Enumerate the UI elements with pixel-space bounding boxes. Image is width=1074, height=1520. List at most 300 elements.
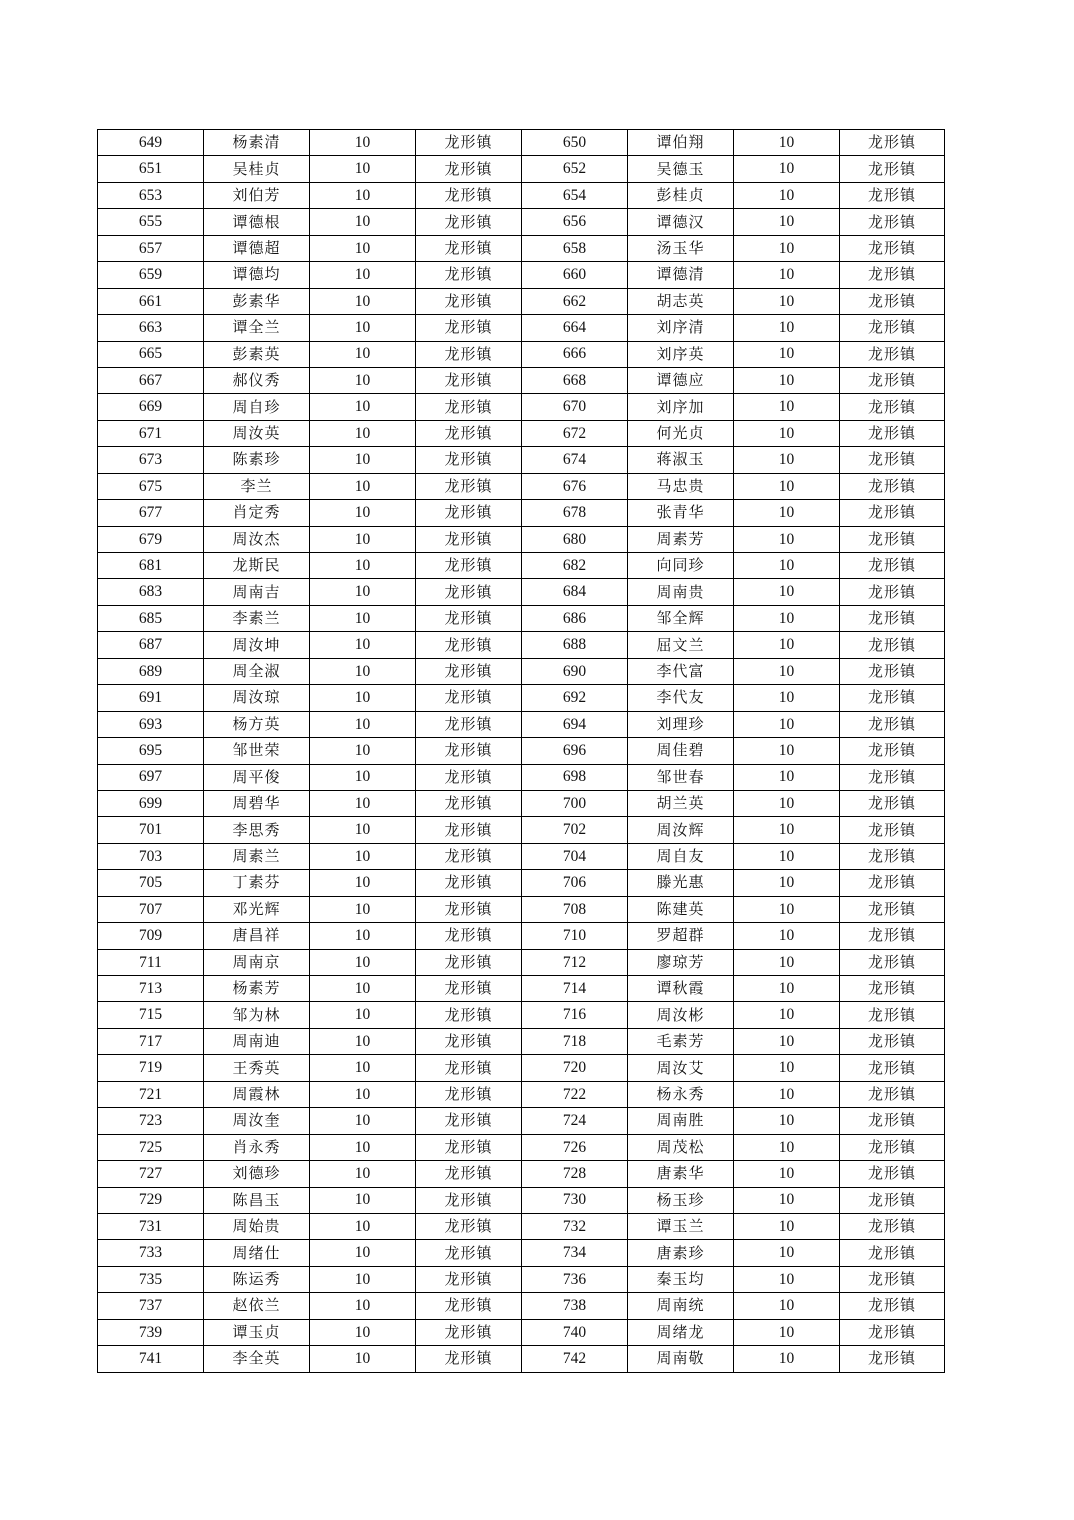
- left-amount-cell: 10: [310, 526, 416, 552]
- left-seq-number-cell: 697: [98, 764, 204, 790]
- left-town-cell: 龙形镇: [416, 209, 522, 235]
- right-person-name-cell: 谭德清: [628, 262, 734, 288]
- left-amount-cell: 10: [310, 843, 416, 869]
- left-town-cell: 龙形镇: [416, 235, 522, 261]
- right-amount-cell: 10: [734, 1161, 840, 1187]
- left-person-name-cell: 周汝奎: [204, 1108, 310, 1134]
- right-town-cell: 龙形镇: [840, 790, 945, 816]
- left-seq-number-cell: 683: [98, 579, 204, 605]
- right-person-name-cell: 周佳碧: [628, 738, 734, 764]
- right-amount-cell: 10: [734, 632, 840, 658]
- left-person-name-cell: 周汝英: [204, 420, 310, 446]
- right-seq-number-cell: 716: [522, 1002, 628, 1028]
- right-seq-number-cell: 688: [522, 632, 628, 658]
- left-amount-cell: 10: [310, 1187, 416, 1213]
- left-person-name-cell: 刘德珍: [204, 1161, 310, 1187]
- left-amount-cell: 10: [310, 130, 416, 156]
- left-person-name-cell: 唐昌祥: [204, 923, 310, 949]
- right-town-cell: 龙形镇: [840, 738, 945, 764]
- right-amount-cell: 10: [734, 790, 840, 816]
- right-amount-cell: 10: [734, 923, 840, 949]
- left-amount-cell: 10: [310, 685, 416, 711]
- table-row: [98, 1319, 945, 1345]
- left-person-name-cell: 谭德超: [204, 235, 310, 261]
- left-seq-number-cell: 663: [98, 315, 204, 341]
- table-row: [98, 1293, 945, 1319]
- right-town-cell: 龙形镇: [840, 711, 945, 737]
- right-person-name-cell: 周自友: [628, 843, 734, 869]
- right-town-cell: 龙形镇: [840, 817, 945, 843]
- right-person-name-cell: 谭玉兰: [628, 1213, 734, 1239]
- left-person-name-cell: 周霞林: [204, 1081, 310, 1107]
- left-seq-number-cell: 713: [98, 976, 204, 1002]
- right-seq-number-cell: 708: [522, 896, 628, 922]
- right-person-name-cell: 周南敬: [628, 1346, 734, 1372]
- right-seq-number-cell: 672: [522, 420, 628, 446]
- left-town-cell: 龙形镇: [416, 764, 522, 790]
- left-town-cell: 龙形镇: [416, 1266, 522, 1292]
- left-town-cell: 龙形镇: [416, 262, 522, 288]
- left-amount-cell: 10: [310, 473, 416, 499]
- left-town-cell: 龙形镇: [416, 500, 522, 526]
- left-seq-number-cell: 695: [98, 738, 204, 764]
- right-town-cell: 龙形镇: [840, 949, 945, 975]
- right-amount-cell: 10: [734, 817, 840, 843]
- right-person-name-cell: 谭伯翔: [628, 130, 734, 156]
- right-seq-number-cell: 726: [522, 1134, 628, 1160]
- left-seq-number-cell: 669: [98, 394, 204, 420]
- left-amount-cell: 10: [310, 605, 416, 631]
- table-row: [98, 341, 945, 367]
- table-row: [98, 1161, 945, 1187]
- left-seq-number-cell: 739: [98, 1319, 204, 1345]
- table-row: [98, 923, 945, 949]
- right-seq-number-cell: 664: [522, 315, 628, 341]
- left-town-cell: 龙形镇: [416, 949, 522, 975]
- right-amount-cell: 10: [734, 367, 840, 393]
- left-seq-number-cell: 651: [98, 156, 204, 182]
- right-amount-cell: 10: [734, 896, 840, 922]
- table-row: [98, 1213, 945, 1239]
- right-town-cell: 龙形镇: [840, 235, 945, 261]
- left-seq-number-cell: 657: [98, 235, 204, 261]
- left-town-cell: 龙形镇: [416, 605, 522, 631]
- right-town-cell: 龙形镇: [840, 1266, 945, 1292]
- right-town-cell: 龙形镇: [840, 1028, 945, 1054]
- right-person-name-cell: 周汝辉: [628, 817, 734, 843]
- left-town-cell: 龙形镇: [416, 1028, 522, 1054]
- right-amount-cell: 10: [734, 473, 840, 499]
- left-amount-cell: 10: [310, 923, 416, 949]
- right-amount-cell: 10: [734, 843, 840, 869]
- right-town-cell: 龙形镇: [840, 156, 945, 182]
- left-seq-number-cell: 699: [98, 790, 204, 816]
- left-amount-cell: 10: [310, 1319, 416, 1345]
- right-amount-cell: 10: [734, 1213, 840, 1239]
- left-person-name-cell: 彭素英: [204, 341, 310, 367]
- right-town-cell: 龙形镇: [840, 209, 945, 235]
- left-person-name-cell: 丁素芬: [204, 870, 310, 896]
- right-amount-cell: 10: [734, 949, 840, 975]
- left-person-name-cell: 赵依兰: [204, 1293, 310, 1319]
- right-amount-cell: 10: [734, 658, 840, 684]
- right-person-name-cell: 向同珍: [628, 553, 734, 579]
- right-amount-cell: 10: [734, 130, 840, 156]
- left-town-cell: 龙形镇: [416, 182, 522, 208]
- left-person-name-cell: 李兰: [204, 473, 310, 499]
- right-town-cell: 龙形镇: [840, 1213, 945, 1239]
- right-seq-number-cell: 690: [522, 658, 628, 684]
- left-town-cell: 龙形镇: [416, 1293, 522, 1319]
- left-person-name-cell: 周南吉: [204, 579, 310, 605]
- right-person-name-cell: 周汝彬: [628, 1002, 734, 1028]
- right-person-name-cell: 屈文兰: [628, 632, 734, 658]
- table-row: [98, 1002, 945, 1028]
- left-seq-number-cell: 693: [98, 711, 204, 737]
- left-amount-cell: 10: [310, 1293, 416, 1319]
- right-town-cell: 龙形镇: [840, 500, 945, 526]
- left-person-name-cell: 周平俊: [204, 764, 310, 790]
- right-person-name-cell: 刘序英: [628, 341, 734, 367]
- left-amount-cell: 10: [310, 1081, 416, 1107]
- left-town-cell: 龙形镇: [416, 447, 522, 473]
- right-town-cell: 龙形镇: [840, 288, 945, 314]
- left-amount-cell: 10: [310, 817, 416, 843]
- left-amount-cell: 10: [310, 1266, 416, 1292]
- table-row: [98, 843, 945, 869]
- left-town-cell: 龙形镇: [416, 367, 522, 393]
- right-seq-number-cell: 656: [522, 209, 628, 235]
- right-amount-cell: 10: [734, 1187, 840, 1213]
- right-seq-number-cell: 730: [522, 1187, 628, 1213]
- right-seq-number-cell: 728: [522, 1161, 628, 1187]
- left-seq-number-cell: 687: [98, 632, 204, 658]
- left-person-name-cell: 李素兰: [204, 605, 310, 631]
- left-town-cell: 龙形镇: [416, 473, 522, 499]
- right-town-cell: 龙形镇: [840, 1293, 945, 1319]
- right-amount-cell: 10: [734, 1346, 840, 1372]
- left-town-cell: 龙形镇: [416, 817, 522, 843]
- left-amount-cell: 10: [310, 658, 416, 684]
- right-amount-cell: 10: [734, 526, 840, 552]
- right-town-cell: 龙形镇: [840, 420, 945, 446]
- left-person-name-cell: 周汝坤: [204, 632, 310, 658]
- left-amount-cell: 10: [310, 1108, 416, 1134]
- table-row: [98, 1081, 945, 1107]
- right-amount-cell: 10: [734, 420, 840, 446]
- left-amount-cell: 10: [310, 870, 416, 896]
- right-town-cell: 龙形镇: [840, 1002, 945, 1028]
- left-person-name-cell: 谭德均: [204, 262, 310, 288]
- table-row: [98, 790, 945, 816]
- right-town-cell: 龙形镇: [840, 130, 945, 156]
- right-seq-number-cell: 660: [522, 262, 628, 288]
- left-person-name-cell: 周南迪: [204, 1028, 310, 1054]
- right-person-name-cell: 秦玉均: [628, 1266, 734, 1292]
- roster-body: [98, 130, 945, 1373]
- right-person-name-cell: 刘序加: [628, 394, 734, 420]
- right-amount-cell: 10: [734, 1028, 840, 1054]
- left-seq-number-cell: 689: [98, 658, 204, 684]
- right-town-cell: 龙形镇: [840, 1187, 945, 1213]
- right-person-name-cell: 周素芳: [628, 526, 734, 552]
- table-row: [98, 500, 945, 526]
- left-town-cell: 龙形镇: [416, 1081, 522, 1107]
- right-town-cell: 龙形镇: [840, 605, 945, 631]
- right-town-cell: 龙形镇: [840, 976, 945, 1002]
- right-seq-number-cell: 712: [522, 949, 628, 975]
- right-seq-number-cell: 722: [522, 1081, 628, 1107]
- left-seq-number-cell: 649: [98, 130, 204, 156]
- right-person-name-cell: 杨玉珍: [628, 1187, 734, 1213]
- left-town-cell: 龙形镇: [416, 1319, 522, 1345]
- right-amount-cell: 10: [734, 341, 840, 367]
- left-person-name-cell: 肖定秀: [204, 500, 310, 526]
- left-town-cell: 龙形镇: [416, 394, 522, 420]
- left-seq-number-cell: 659: [98, 262, 204, 288]
- left-seq-number-cell: 733: [98, 1240, 204, 1266]
- left-town-cell: 龙形镇: [416, 1134, 522, 1160]
- right-person-name-cell: 唐素珍: [628, 1240, 734, 1266]
- left-seq-number-cell: 661: [98, 288, 204, 314]
- left-seq-number-cell: 741: [98, 1346, 204, 1372]
- left-amount-cell: 10: [310, 711, 416, 737]
- right-town-cell: 龙形镇: [840, 632, 945, 658]
- table-row: [98, 685, 945, 711]
- table-row: [98, 182, 945, 208]
- right-seq-number-cell: 698: [522, 764, 628, 790]
- right-person-name-cell: 汤玉华: [628, 235, 734, 261]
- left-amount-cell: 10: [310, 182, 416, 208]
- left-town-cell: 龙形镇: [416, 738, 522, 764]
- table-row: [98, 1240, 945, 1266]
- left-amount-cell: 10: [310, 976, 416, 1002]
- left-amount-cell: 10: [310, 1028, 416, 1054]
- left-amount-cell: 10: [310, 1161, 416, 1187]
- left-town-cell: 龙形镇: [416, 341, 522, 367]
- right-seq-number-cell: 662: [522, 288, 628, 314]
- table-row: [98, 711, 945, 737]
- left-person-name-cell: 邹为林: [204, 1002, 310, 1028]
- right-seq-number-cell: 742: [522, 1346, 628, 1372]
- left-seq-number-cell: 719: [98, 1055, 204, 1081]
- table-row: [98, 817, 945, 843]
- left-amount-cell: 10: [310, 1240, 416, 1266]
- right-person-name-cell: 李代友: [628, 685, 734, 711]
- right-seq-number-cell: 732: [522, 1213, 628, 1239]
- left-seq-number-cell: 717: [98, 1028, 204, 1054]
- right-person-name-cell: 谭德汉: [628, 209, 734, 235]
- table-row: [98, 130, 945, 156]
- left-person-name-cell: 谭玉贞: [204, 1319, 310, 1345]
- right-person-name-cell: 彭桂贞: [628, 182, 734, 208]
- right-person-name-cell: 刘序清: [628, 315, 734, 341]
- left-amount-cell: 10: [310, 632, 416, 658]
- left-person-name-cell: 周始贵: [204, 1213, 310, 1239]
- left-amount-cell: 10: [310, 790, 416, 816]
- left-amount-cell: 10: [310, 764, 416, 790]
- left-amount-cell: 10: [310, 1346, 416, 1372]
- right-amount-cell: 10: [734, 1134, 840, 1160]
- right-town-cell: 龙形镇: [840, 262, 945, 288]
- right-person-name-cell: 邹世春: [628, 764, 734, 790]
- right-town-cell: 龙形镇: [840, 1055, 945, 1081]
- left-town-cell: 龙形镇: [416, 632, 522, 658]
- right-amount-cell: 10: [734, 156, 840, 182]
- table-row: [98, 764, 945, 790]
- right-town-cell: 龙形镇: [840, 1108, 945, 1134]
- table-row: [98, 262, 945, 288]
- left-person-name-cell: 吴桂贞: [204, 156, 310, 182]
- left-seq-number-cell: 735: [98, 1266, 204, 1292]
- right-seq-number-cell: 678: [522, 500, 628, 526]
- left-amount-cell: 10: [310, 1134, 416, 1160]
- left-amount-cell: 10: [310, 896, 416, 922]
- right-amount-cell: 10: [734, 1240, 840, 1266]
- right-seq-number-cell: 738: [522, 1293, 628, 1319]
- right-amount-cell: 10: [734, 685, 840, 711]
- left-seq-number-cell: 701: [98, 817, 204, 843]
- right-seq-number-cell: 736: [522, 1266, 628, 1292]
- roster-table: [97, 129, 945, 1373]
- right-person-name-cell: 张青华: [628, 500, 734, 526]
- left-amount-cell: 10: [310, 235, 416, 261]
- table-row: [98, 394, 945, 420]
- right-seq-number-cell: 682: [522, 553, 628, 579]
- right-town-cell: 龙形镇: [840, 473, 945, 499]
- right-amount-cell: 10: [734, 976, 840, 1002]
- left-seq-number-cell: 671: [98, 420, 204, 446]
- table-row: [98, 1028, 945, 1054]
- right-person-name-cell: 周南统: [628, 1293, 734, 1319]
- right-seq-number-cell: 740: [522, 1319, 628, 1345]
- right-amount-cell: 10: [734, 1319, 840, 1345]
- table-row: [98, 605, 945, 631]
- right-person-name-cell: 唐素华: [628, 1161, 734, 1187]
- left-town-cell: 龙形镇: [416, 1108, 522, 1134]
- left-town-cell: 龙形镇: [416, 896, 522, 922]
- left-seq-number-cell: 705: [98, 870, 204, 896]
- left-person-name-cell: 谭全兰: [204, 315, 310, 341]
- table-row: [98, 553, 945, 579]
- right-seq-number-cell: 670: [522, 394, 628, 420]
- right-person-name-cell: 何光贞: [628, 420, 734, 446]
- right-seq-number-cell: 692: [522, 685, 628, 711]
- left-seq-number-cell: 709: [98, 923, 204, 949]
- right-town-cell: 龙形镇: [840, 923, 945, 949]
- table-row: [98, 896, 945, 922]
- table-row: [98, 367, 945, 393]
- right-town-cell: 龙形镇: [840, 685, 945, 711]
- right-town-cell: 龙形镇: [840, 394, 945, 420]
- left-person-name-cell: 周汝琼: [204, 685, 310, 711]
- left-amount-cell: 10: [310, 394, 416, 420]
- table-row: [98, 473, 945, 499]
- right-amount-cell: 10: [734, 579, 840, 605]
- right-seq-number-cell: 714: [522, 976, 628, 1002]
- right-seq-number-cell: 680: [522, 526, 628, 552]
- table-row: [98, 738, 945, 764]
- right-amount-cell: 10: [734, 1081, 840, 1107]
- left-town-cell: 龙形镇: [416, 1213, 522, 1239]
- left-amount-cell: 10: [310, 420, 416, 446]
- right-seq-number-cell: 658: [522, 235, 628, 261]
- left-person-name-cell: 周全淑: [204, 658, 310, 684]
- table-row: [98, 156, 945, 182]
- left-person-name-cell: 周南京: [204, 949, 310, 975]
- right-seq-number-cell: 720: [522, 1055, 628, 1081]
- left-town-cell: 龙形镇: [416, 1187, 522, 1213]
- table-row: [98, 447, 945, 473]
- right-town-cell: 龙形镇: [840, 1134, 945, 1160]
- right-seq-number-cell: 724: [522, 1108, 628, 1134]
- right-person-name-cell: 谭德应: [628, 367, 734, 393]
- right-amount-cell: 10: [734, 315, 840, 341]
- left-amount-cell: 10: [310, 1055, 416, 1081]
- left-town-cell: 龙形镇: [416, 156, 522, 182]
- right-seq-number-cell: 696: [522, 738, 628, 764]
- table-row: [98, 632, 945, 658]
- right-town-cell: 龙形镇: [840, 1161, 945, 1187]
- left-town-cell: 龙形镇: [416, 315, 522, 341]
- left-person-name-cell: 陈昌玉: [204, 1187, 310, 1213]
- left-seq-number-cell: 653: [98, 182, 204, 208]
- right-town-cell: 龙形镇: [840, 367, 945, 393]
- right-amount-cell: 10: [734, 235, 840, 261]
- left-town-cell: 龙形镇: [416, 685, 522, 711]
- table-row: [98, 1266, 945, 1292]
- left-person-name-cell: 周绪仕: [204, 1240, 310, 1266]
- right-town-cell: 龙形镇: [840, 526, 945, 552]
- left-person-name-cell: 邹世荣: [204, 738, 310, 764]
- right-seq-number-cell: 686: [522, 605, 628, 631]
- right-seq-number-cell: 652: [522, 156, 628, 182]
- right-amount-cell: 10: [734, 447, 840, 473]
- left-amount-cell: 10: [310, 500, 416, 526]
- left-seq-number-cell: 703: [98, 843, 204, 869]
- left-seq-number-cell: 691: [98, 685, 204, 711]
- left-town-cell: 龙形镇: [416, 711, 522, 737]
- left-seq-number-cell: 655: [98, 209, 204, 235]
- left-person-name-cell: 杨素芳: [204, 976, 310, 1002]
- left-seq-number-cell: 723: [98, 1108, 204, 1134]
- left-person-name-cell: 杨素清: [204, 130, 310, 156]
- left-amount-cell: 10: [310, 949, 416, 975]
- left-seq-number-cell: 681: [98, 553, 204, 579]
- table-row: [98, 420, 945, 446]
- left-town-cell: 龙形镇: [416, 1240, 522, 1266]
- left-seq-number-cell: 715: [98, 1002, 204, 1028]
- left-seq-number-cell: 737: [98, 1293, 204, 1319]
- left-person-name-cell: 周素兰: [204, 843, 310, 869]
- right-person-name-cell: 周茂松: [628, 1134, 734, 1160]
- left-seq-number-cell: 729: [98, 1187, 204, 1213]
- table-row: [98, 1346, 945, 1372]
- right-person-name-cell: 谭秋霞: [628, 976, 734, 1002]
- left-person-name-cell: 龙斯民: [204, 553, 310, 579]
- left-amount-cell: 10: [310, 738, 416, 764]
- left-seq-number-cell: 711: [98, 949, 204, 975]
- right-person-name-cell: 邹全辉: [628, 605, 734, 631]
- left-seq-number-cell: 667: [98, 367, 204, 393]
- left-person-name-cell: 邓光辉: [204, 896, 310, 922]
- right-amount-cell: 10: [734, 394, 840, 420]
- right-person-name-cell: 杨永秀: [628, 1081, 734, 1107]
- table-row: [98, 1108, 945, 1134]
- right-town-cell: 龙形镇: [840, 1346, 945, 1372]
- right-seq-number-cell: 704: [522, 843, 628, 869]
- right-person-name-cell: 刘理珍: [628, 711, 734, 737]
